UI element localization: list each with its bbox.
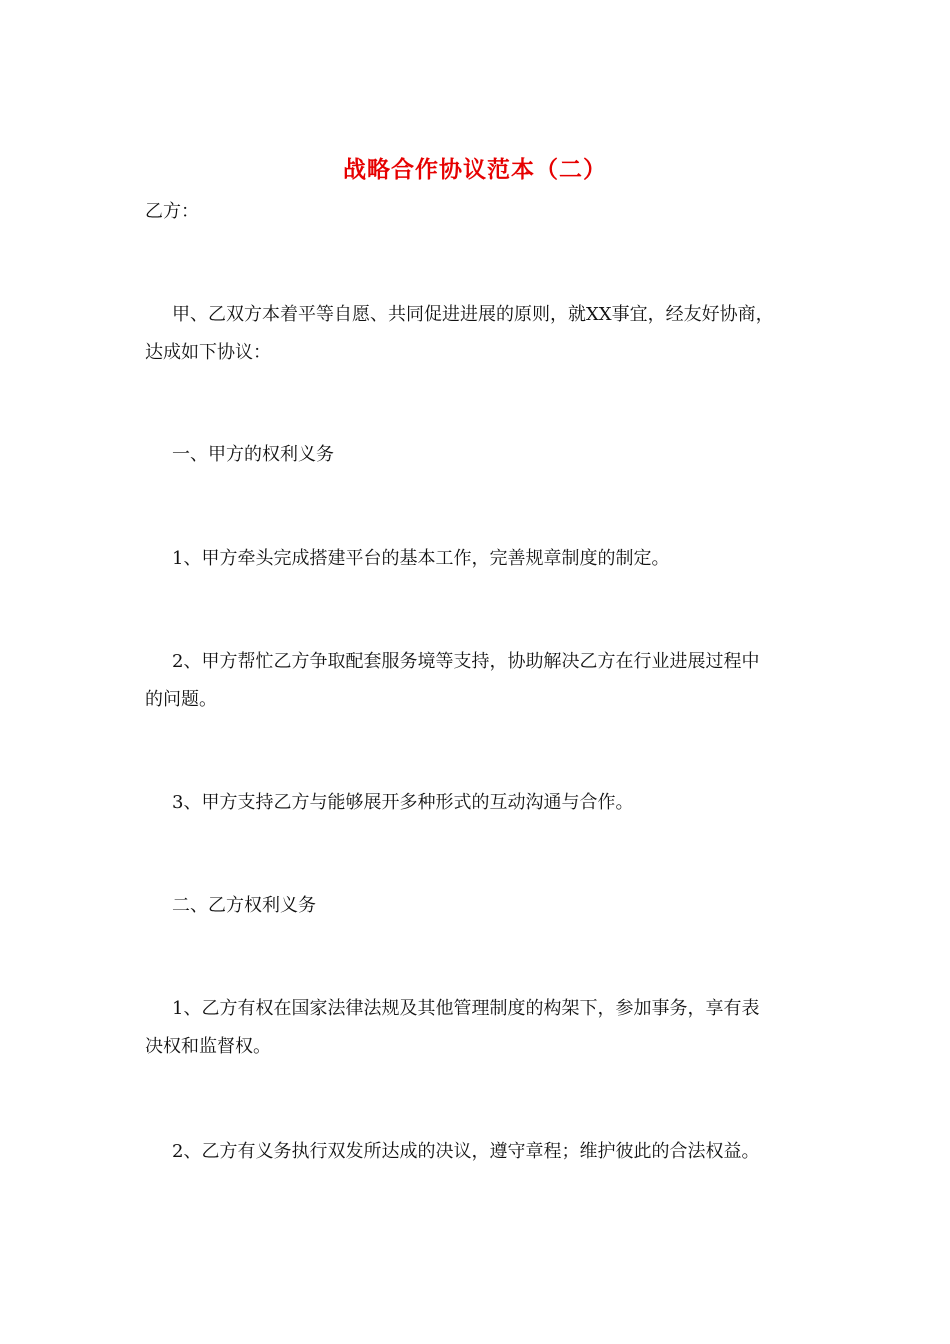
party-b-clause-1-line-1: 1、乙方有权在国家法律法规及其他管理制度的构架下，参加事务，享有表 [172, 998, 760, 1019]
section-heading-party-a: 一、甲方的权利义务 [172, 444, 334, 465]
section-heading-party-b: 二、乙方权利义务 [172, 895, 316, 916]
party-a-clause-2-line-1: 2、甲方帮忙乙方争取配套服务境等支持，协助解决乙方在行业进展过程中 [172, 651, 760, 672]
preamble-line-1: 甲、乙双方本着平等自愿、共同促进进展的原则，就XX事宜，经友好协商， [172, 304, 774, 325]
party-a-clause-2-line-2: 的问题。 [145, 689, 217, 710]
party-b-clause-1-line-2: 决权和监督权。 [145, 1036, 271, 1057]
party-b-label: 乙方： [145, 201, 199, 222]
document-title: 战略合作协议范本（二） [343, 156, 607, 183]
party-a-clause-3: 3、甲方支持乙方与能够展开多种形式的互动沟通与合作。 [172, 792, 634, 813]
party-b-clause-2: 2、乙方有义务执行双发所达成的决议，遵守章程；维护彼此的合法权益。 [172, 1141, 760, 1162]
party-a-clause-1: 1、甲方牵头完成搭建平台的基本工作，完善规章制度的制定。 [172, 548, 670, 569]
preamble-line-2: 达成如下协议： [145, 342, 271, 363]
